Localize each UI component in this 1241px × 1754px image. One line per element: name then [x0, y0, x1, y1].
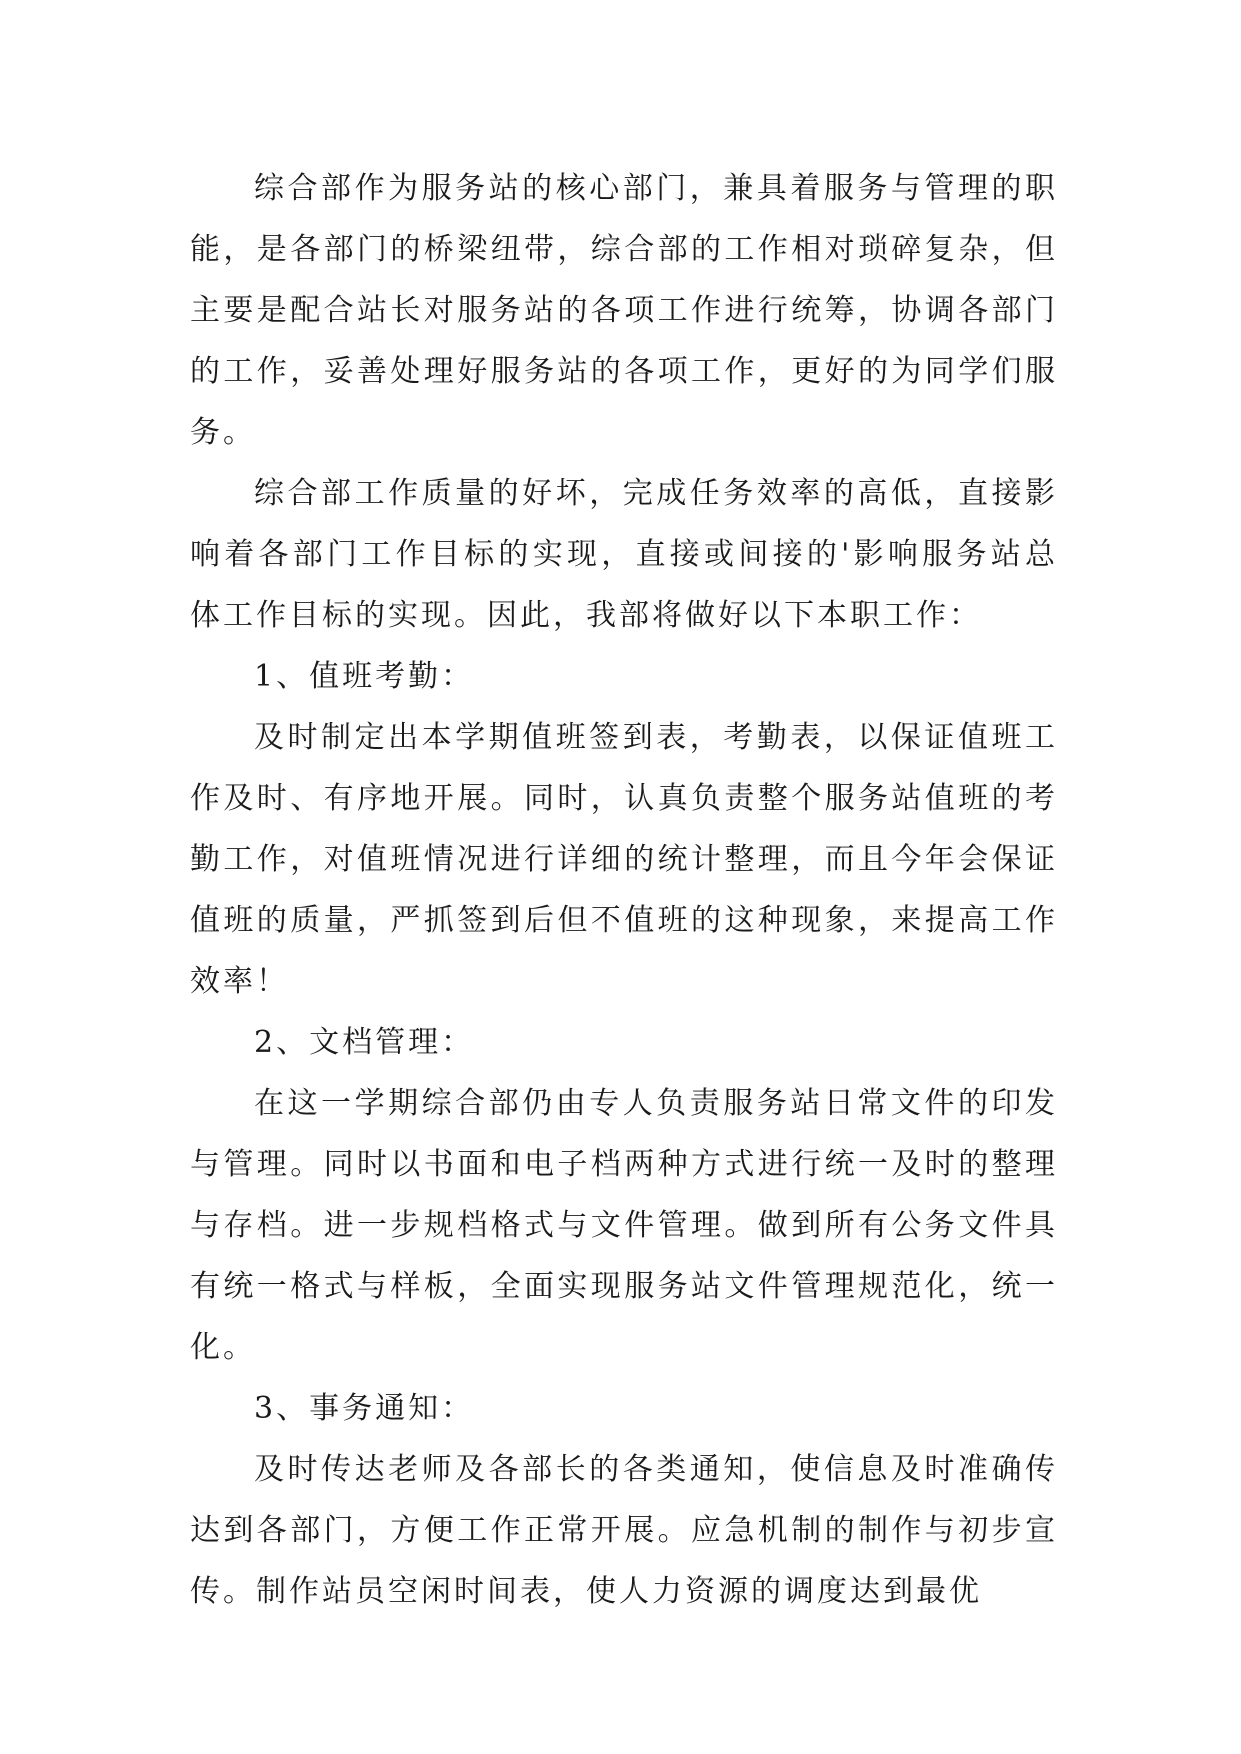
paragraph-document-management: 在这一学期综合部仍由专人负责服务站日常文件的印发与管理。同时以书面和电子档两种方式进行统一及时的整理与存档。进一步规档格式与文件管理。做到所有公务文件具有统一格式与样板，全面实现服务站文件管理规范化，统一化。	[190, 1086, 1058, 1365]
paragraph-duty-attendance: 及时制定出本学期值班签到表，考勤表，以保证值班工作及时、有序地开展。同时，认真负责整个服务站值班的考勤工作，对值班情况进行详细的统计整理，而且今年会保证值班的质量，严抓签到后但不值班的这种现象，来提高工作效率！	[190, 720, 1058, 999]
section-heading-notifications: 3、事务通知：	[254, 1391, 475, 1426]
paragraph-intro: 综合部作为服务站的核心部门，兼具着服务与管理的职能，是各部门的桥梁纽带，综合部的工作相对琐碎复杂，但主要是配合站长对服务站的各项工作进行统筹，协调各部门的工作，妥善处理好服务站的各项工作，更好的为同学们服务。	[190, 171, 1058, 450]
paragraph-quality: 综合部工作质量的好坏，完成任务效率的高低，直接影响着各部门工作目标的实现，直接或间接的'影响服务站总体工作目标的实现。因此，我部将做好以下本职工作：	[190, 476, 1058, 633]
document-body	[190, 158, 1058, 1622]
paragraph-notifications: 及时传达老师及各部长的各类通知，使信息及时准确传达到各部门，方便工作正常开展。应急机制的制作与初步宣传。制作站员空闲时间表，使人力资源的调度达到最优	[190, 1452, 1058, 1609]
section-heading-document-management: 2、文档管理：	[254, 1025, 475, 1060]
section-heading-duty-attendance: 1、值班考勤：	[254, 659, 475, 694]
